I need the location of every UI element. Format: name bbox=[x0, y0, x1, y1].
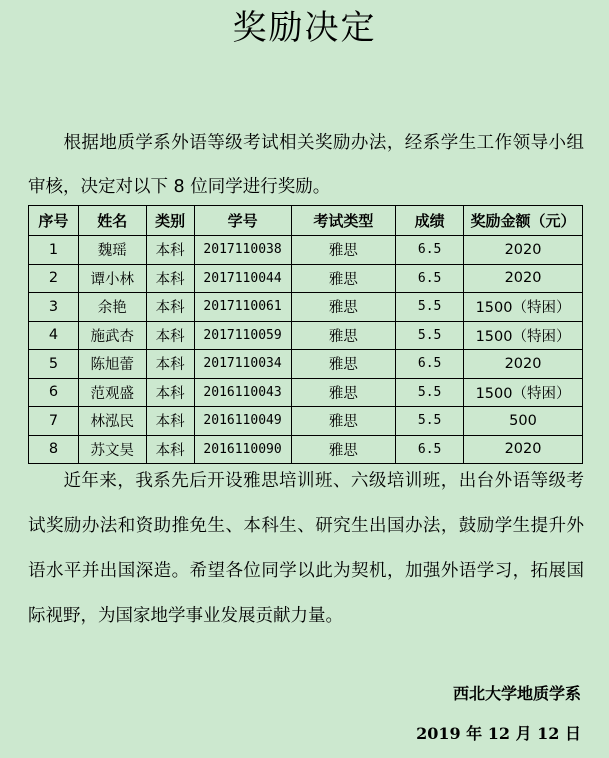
cell-name: 施武杏 bbox=[78, 321, 146, 350]
cell-student-id: 2016110090 bbox=[194, 435, 291, 464]
cell-exam-type: 雅思 bbox=[291, 264, 396, 293]
header-category: 类别 bbox=[146, 206, 194, 236]
cell-index: 2 bbox=[29, 264, 79, 293]
cell-award-amount: 1500（特困） bbox=[464, 293, 583, 322]
cell-student-id: 2017110044 bbox=[194, 264, 291, 293]
cell-exam-type: 雅思 bbox=[291, 236, 396, 265]
cell-score: 6.5 bbox=[396, 264, 464, 293]
table-header-row bbox=[29, 206, 583, 236]
cell-category: 本科 bbox=[146, 293, 194, 322]
header-exam-type: 考试类型 bbox=[291, 206, 396, 236]
cell-award-amount: 1500（特困） bbox=[464, 321, 583, 350]
signature-date: 2019 年 12 月 12 日 bbox=[416, 724, 581, 743]
cell-name: 苏文昊 bbox=[78, 435, 146, 464]
cell-category: 本科 bbox=[146, 435, 194, 464]
intro-text: 根据地质学系外语等级考试相关奖励办法，经系学生工作领导小组审核，决定对以下 8 位同学进行奖励。 bbox=[28, 133, 584, 197]
cell-student-id: 2017110059 bbox=[194, 321, 291, 350]
cell-student-id: 2016110043 bbox=[194, 378, 291, 407]
header-score: 成绩 bbox=[396, 206, 464, 236]
cell-exam-type: 雅思 bbox=[291, 407, 396, 436]
cell-student-id: 2016110049 bbox=[194, 407, 291, 436]
table-row bbox=[29, 236, 583, 265]
cell-name: 林泓民 bbox=[78, 407, 146, 436]
header-award-amount: 奖励金额（元） bbox=[464, 206, 583, 236]
cell-score: 5.5 bbox=[396, 378, 464, 407]
header-name: 姓名 bbox=[78, 206, 146, 236]
table-row bbox=[29, 378, 583, 407]
cell-exam-type: 雅思 bbox=[291, 293, 396, 322]
cell-award-amount: 2020 bbox=[464, 264, 583, 293]
cell-name: 余艳 bbox=[78, 293, 146, 322]
cell-category: 本科 bbox=[146, 264, 194, 293]
table-row bbox=[29, 350, 583, 379]
cell-index: 5 bbox=[29, 350, 79, 379]
cell-award-amount: 1500（特困） bbox=[464, 378, 583, 407]
cell-student-id: 2017110038 bbox=[194, 236, 291, 265]
cell-award-amount: 2020 bbox=[464, 350, 583, 379]
cell-category: 本科 bbox=[146, 350, 194, 379]
cell-score: 6.5 bbox=[396, 350, 464, 379]
cell-student-id: 2017110034 bbox=[194, 350, 291, 379]
cell-student-id: 2017110061 bbox=[194, 293, 291, 322]
cell-score: 6.5 bbox=[396, 236, 464, 265]
cell-index: 3 bbox=[29, 293, 79, 322]
cell-category: 本科 bbox=[146, 236, 194, 265]
table-row bbox=[29, 407, 583, 436]
table-row bbox=[29, 321, 583, 350]
table-row bbox=[29, 264, 583, 293]
cell-name: 魏瑶 bbox=[78, 236, 146, 265]
cell-exam-type: 雅思 bbox=[291, 350, 396, 379]
cell-category: 本科 bbox=[146, 321, 194, 350]
cell-name: 范观盛 bbox=[78, 378, 146, 407]
cell-index: 7 bbox=[29, 407, 79, 436]
award-table bbox=[28, 205, 583, 464]
cell-index: 4 bbox=[29, 321, 79, 350]
signature-organization: 西北大学地质学系 bbox=[452, 684, 581, 703]
cell-award-amount: 2020 bbox=[464, 236, 583, 265]
cell-exam-type: 雅思 bbox=[291, 378, 396, 407]
cell-award-amount: 2020 bbox=[464, 435, 583, 464]
cell-award-amount: 500 bbox=[464, 407, 583, 436]
cell-score: 5.5 bbox=[396, 407, 464, 436]
header-student-id: 学号 bbox=[194, 206, 291, 236]
closing-paragraph bbox=[28, 459, 584, 639]
cell-score: 5.5 bbox=[396, 321, 464, 350]
intro-paragraph bbox=[28, 121, 584, 209]
cell-index: 8 bbox=[29, 435, 79, 464]
closing-text: 近年来，我系先后开设雅思培训班、六级培训班，出台外语等级考试奖励办法和资助推免生、本科生、研究生出国办法，鼓励学生提升外语水平并出国深造。希望各位同学以此为契机，加强外语学习，拓展国际视野，为国家地学事业发展贡献力量。 bbox=[28, 471, 584, 626]
cell-score: 5.5 bbox=[396, 293, 464, 322]
cell-exam-type: 雅思 bbox=[291, 321, 396, 350]
header-index: 序号 bbox=[29, 206, 79, 236]
table-row bbox=[29, 293, 583, 322]
cell-exam-type: 雅思 bbox=[291, 435, 396, 464]
cell-name: 陈旭蕾 bbox=[78, 350, 146, 379]
document-title: 奖励决定 bbox=[232, 8, 377, 48]
cell-category: 本科 bbox=[146, 378, 194, 407]
cell-name: 谭小林 bbox=[78, 264, 146, 293]
cell-index: 6 bbox=[29, 378, 79, 407]
cell-index: 1 bbox=[29, 236, 79, 265]
cell-score: 6.5 bbox=[396, 435, 464, 464]
cell-category: 本科 bbox=[146, 407, 194, 436]
